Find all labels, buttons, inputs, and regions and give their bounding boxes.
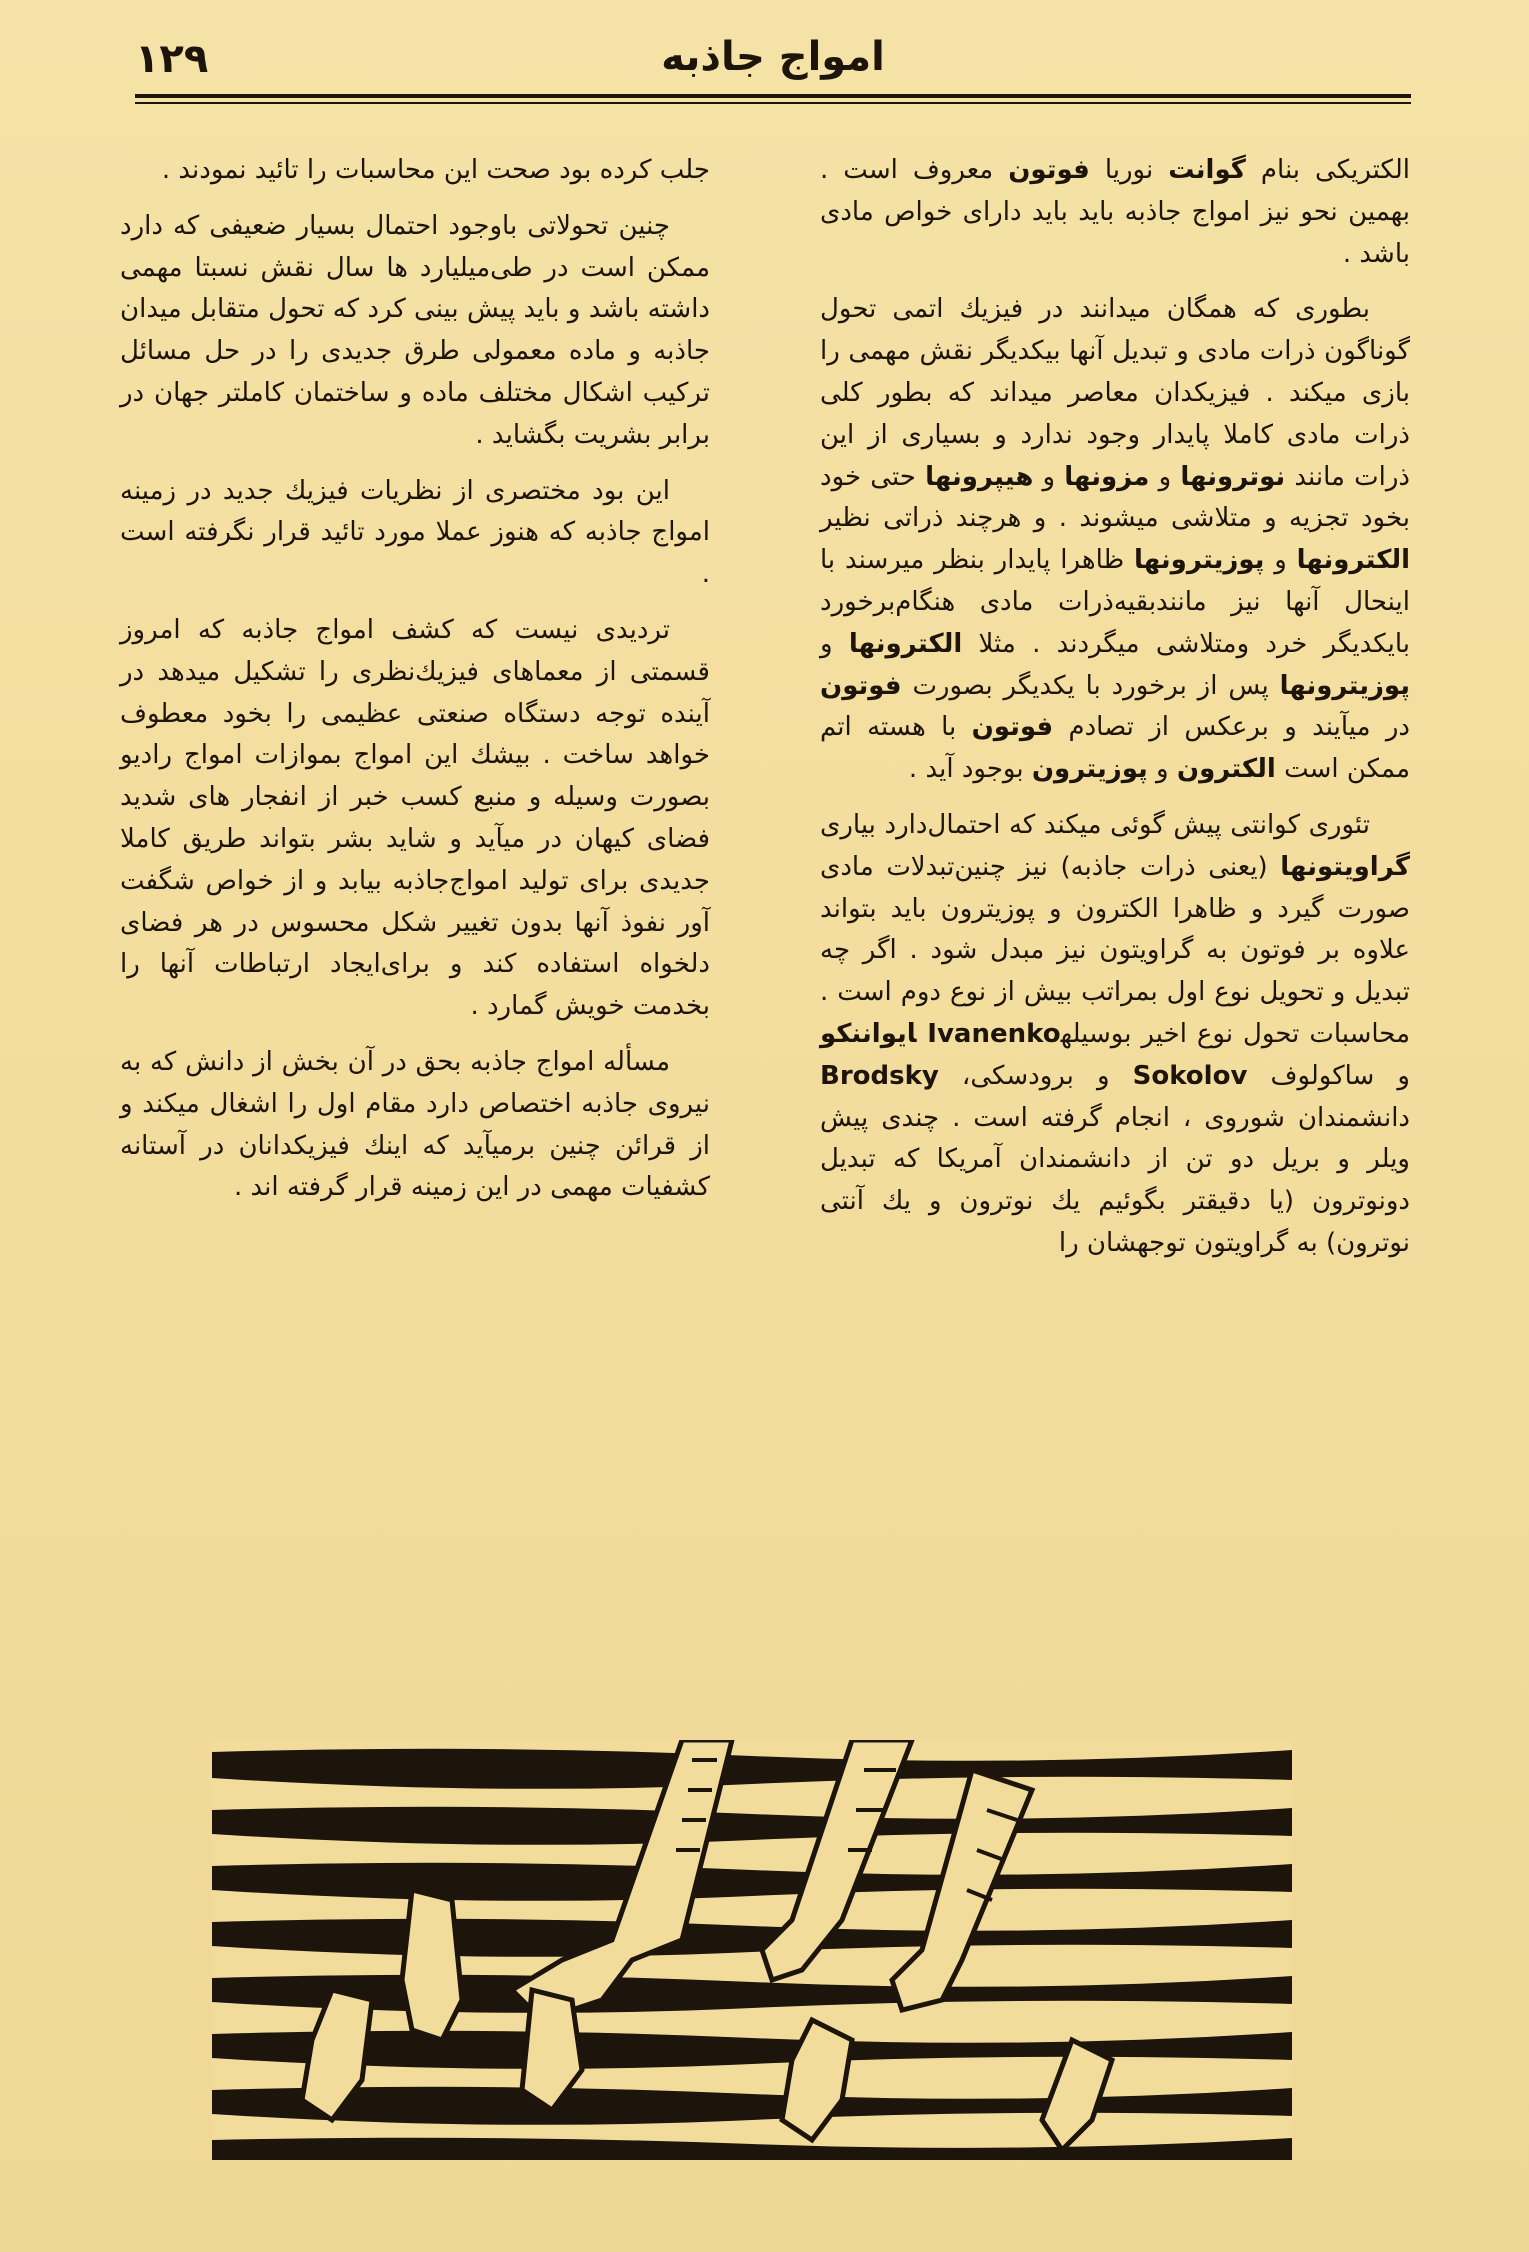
page-header <box>135 20 1411 90</box>
running-title: امواج جاذبه <box>661 34 885 80</box>
header-rule-thin <box>135 102 1411 104</box>
text-column-left <box>120 150 710 1223</box>
paragraph: این بود مختصری از نظریات فیزیك جدید در زمینه امواج جاذبه که هنوز عملا مورد تائید قرار نگرفته است . <box>120 475 710 590</box>
paragraph: مسأله امواج جاذبه بحق در آن بخش از دانش که به نیروی جاذبه اختصاص دارد مقام اول را اشغال میکند و از قرائن چنین برمیآید که اینك فیزیکدانان در آستانه کشفیات مهمی در این زمینه قرار گرفته اند . <box>120 1046 710 1203</box>
paragraph: بطوری که همگان میدانند در فیزیك اتمی تحول گوناگون ذرات مادی و تبدیل آنها بیکدیگر نقش مهمی را بازی میکند . فیزیکدان معاصر میداند که بطور کلی ذرات مادی کاملا پایدار وجود ندارد و بسیاری از این ذرات مانند نوترونها و مزونها و هیپرونها حتی خود بخود تجزیه و متلاشی میشوند . و هرچند ذراتی نظیر الکترونها و پوزیترونها ظاهرا پایدار بنظر میرسند با اینحال آنها نیز مانندبقیه‌ذرات مادی هنگام‌برخورد بایکدیگر خرد ومتلاشی میگردند . مثلا الکترونها و پوزیترونها پس از برخورد با یکدیگر بصورت فوتون در میآیند و برعکس از تصادم فوتون با هسته اتم ممکن است الکترون و پوزیترون بوجود آید . <box>820 294 1411 785</box>
header-rule-thick <box>135 94 1411 98</box>
paragraph: تردیدی نیست که کشف امواج جاذبه که امروز قسمتی از معماهای فیزیك‌نظری را تشکیل میدهد در آینده توجه دستگاه صنعتی عظیمی را بخود معطوف خواهد ساخت . بیشك این امواج بموازات امواج رادیو بصورت وسیله و منبع کسب خبر از انفجار های شدید فضای کیهان در میآید و شاید بشر بتواند طریق کاملا جدیدی برای تولید امواج‌جاذبه بیابد و از خواص شگفت آور نفوذ آنها بدون تغییر شکل محسوس در هر فضای دلخواه استفاده کند و برای‌ایجاد ارتباطات آنها را بخدمت خویش گمارد . <box>120 614 710 1022</box>
text-column-right <box>820 150 1410 1279</box>
page-number: ۱۲۹ <box>135 36 209 82</box>
paragraph: الکتریکی بنام گوانت نوریا فوتون معروف است . بهمین نحو نیز امواج جاذبه باید باید دارای خواص مادی باشد . <box>820 155 1411 269</box>
woodcut-illustration <box>212 1740 1292 2160</box>
paragraph: چنین تحولاتی باوجود احتمال بسیار ضعیفی که دارد ممکن است در طی‌میلیارد ها سال نقش نسبتا مهمی داشته باشد و باید پیش بینی کرد که تحول متقابل میدان جاذبه و ماده معمولی طرق جدیدی را در حل مسائل ترکیب اشکال مختلف ماده و ساختمان کاملتر جهان در برابر بشریت بگشاید . <box>120 210 710 450</box>
paragraph: تئوری کوانتی پیش گوئی میکند که احتمال‌دارد بیاری گراویتونها (یعنی ذرات جاذبه) نیز چنین‌تبدلات مادی صورت گیرد و ظاهرا الکترون و پوزیترون باید بتواند علاوه بر فوتون به گراویتون نیز مبدل شود . اگر چه تبدیل و تحویل نوع اول بمراتب بیش از نوع دوم است . محاسبات تحول نوع اخیر بوسیلهایواننکو Ivanenko و ساکولوف Sokolov و برودسکی، Brodsky دانشمندان شوروی ، انجام گرفته است . چندی پیش ویلر و بریل دو تن از دانشمندان آمریکا که تبدیل دونوترون (یا دقیقتر بگوئیم یك نوترون و یك آنتی نوترون) به گراویتون توجهشان را <box>820 809 1410 1258</box>
paragraph: جلب کرده بود صحت این محاسبات را تائید نمودند . <box>161 155 710 185</box>
